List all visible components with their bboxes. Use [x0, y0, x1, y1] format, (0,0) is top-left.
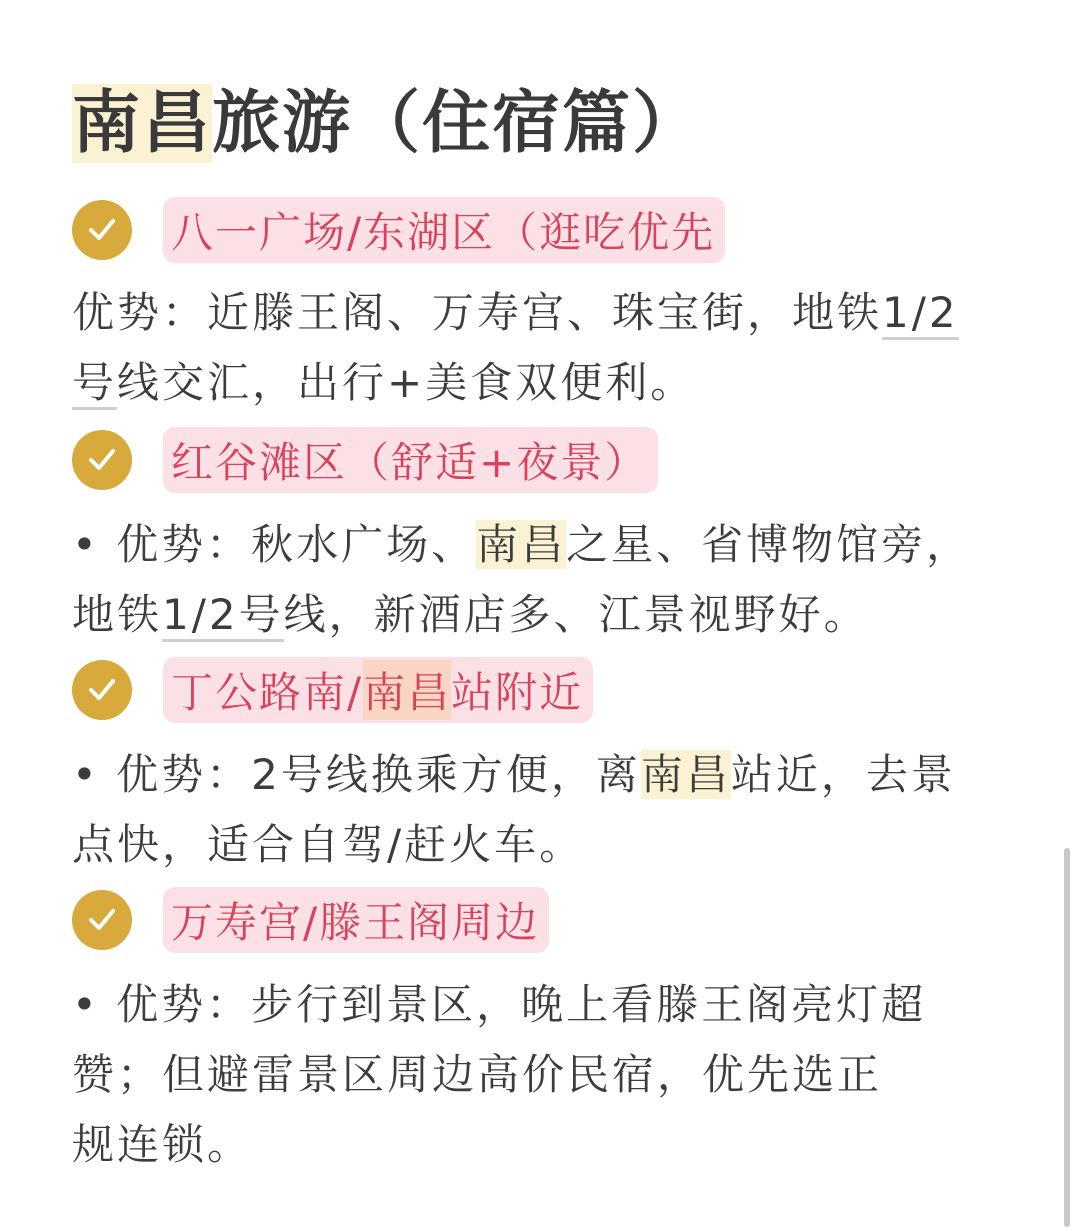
section-heading	[72, 197, 725, 263]
section-heading	[72, 427, 658, 493]
section-heading	[72, 887, 549, 953]
page-title	[72, 84, 702, 164]
check-circle-icon	[72, 660, 132, 720]
check-circle-icon	[72, 890, 132, 950]
heading-pill: 八一广场/东湖区（逛吃优先	[163, 197, 725, 263]
title-highlight: 南昌	[72, 84, 213, 163]
body-line: 地铁1/2号线，新酒店多、江景视野好。	[72, 580, 869, 650]
scrollbar[interactable]	[1064, 848, 1070, 1227]
body-line: • 优势：2号线换乘方便，离南昌站近，去景	[72, 750, 956, 799]
check-circle-icon	[72, 200, 132, 260]
section-heading	[72, 657, 593, 723]
body-line: 规连锁。	[72, 1120, 253, 1169]
check-circle-icon	[72, 430, 132, 490]
body-line: • 优势：秋水广场、南昌之星、省博物馆旁，	[72, 520, 972, 569]
title-text: 旅游（住宿篇）	[212, 84, 703, 163]
heading-pill: 万寿宫/滕王阁周边	[163, 887, 549, 953]
body-line: 赞；但避雷景区周边高价民宿，优先选正	[72, 1050, 883, 1099]
body-line: 优势：近滕王阁、万寿宫、珠宝街，地铁1/2	[72, 278, 959, 348]
body-line: 点快，适合自驾/赶火车。	[72, 820, 585, 869]
body-line: 号线交汇，出行+美食双便利。	[72, 348, 695, 418]
heading-pill: 丁公路南/ 南昌 站附近	[163, 657, 593, 723]
body-line: • 优势：步行到景区，晚上看滕王阁亮灯超	[72, 980, 927, 1029]
heading-pill: 红谷滩区（舒适+夜景）	[163, 427, 658, 493]
